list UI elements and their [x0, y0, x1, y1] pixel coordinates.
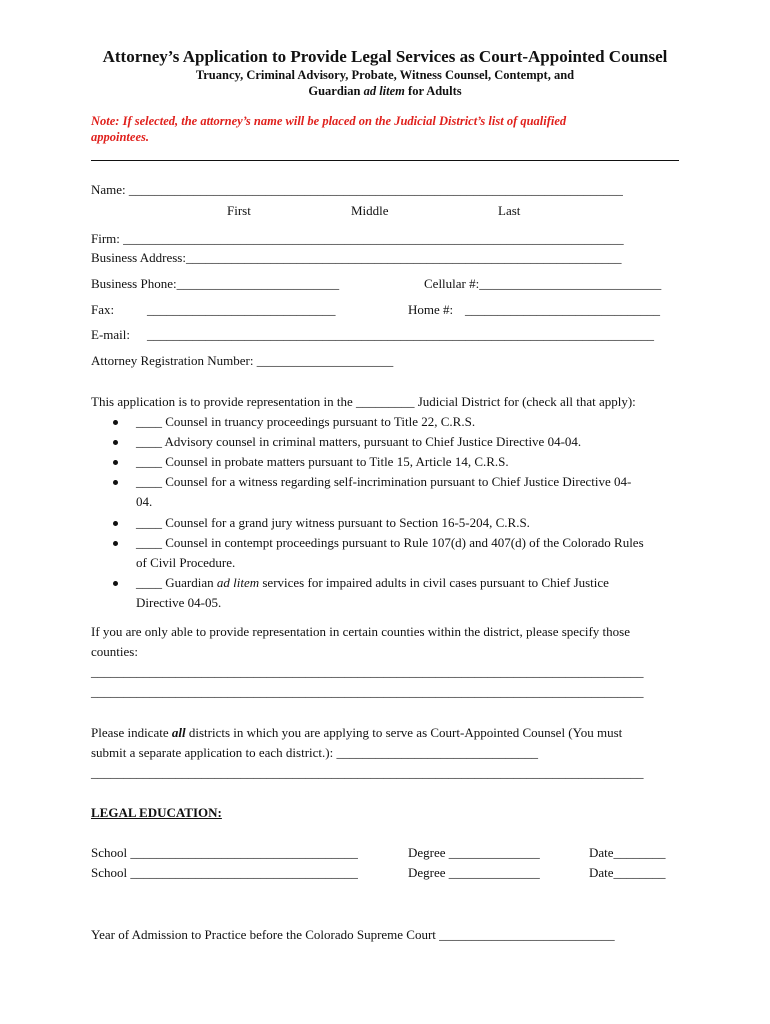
registration-number-field[interactable]: Attorney Registration Number: _____________________: [91, 353, 394, 368]
bullet-4: [113, 480, 118, 485]
option-witness[interactable]: ____ Counsel for a witness regarding self-incrimination pursuant to Chief Justice Directive 04-: [136, 474, 632, 489]
form-title: Attorney’s Application to Provide Legal Services as Court-Appointed Counsel: [102, 47, 668, 66]
bullet-7: [113, 581, 118, 586]
application-intro: This application is to provide representation in the _________ Judicial District for (check all that apply):: [91, 394, 636, 409]
date-field-1[interactable]: Date________: [589, 845, 666, 860]
form-subtitle-line1: Truancy, Criminal Advisory, Probate, Witness Counsel, Contempt, and: [195, 68, 575, 82]
counties-line-1[interactable]: _____________________________________________________________________________________: [91, 664, 644, 679]
email-label: E-mail:: [91, 327, 130, 342]
bullet-5: [113, 521, 118, 526]
school-field-2[interactable]: School ___________________________________: [91, 865, 358, 880]
option-guardian-cont: Directive 04-05.: [136, 595, 222, 610]
date-field-2[interactable]: Date________: [589, 865, 666, 880]
option-grand-jury[interactable]: ____ Counsel for a grand jury witness pursuant to Section 16-5-204, C.R.S.: [136, 515, 530, 530]
option-guardian[interactable]: ____ Guardian ad litem services for impaired adults in civil cases pursuant to Chief Justice: [136, 575, 609, 590]
option-contempt-cont: of Civil Procedure.: [136, 555, 236, 570]
bullet-6: [113, 541, 118, 546]
degree-field-2[interactable]: Degree ______________: [408, 865, 540, 880]
email-field[interactable]: ______________________________________________________________________________: [147, 327, 654, 342]
bullet-2: [113, 440, 118, 445]
option-contempt[interactable]: ____ Counsel in contempt proceedings pursuant to Rule 107(d) and 407(d) of the Colorado Rules: [136, 535, 644, 550]
name-middle-label: Middle: [351, 203, 389, 218]
option-truancy[interactable]: ____ Counsel in truancy proceedings pursuant to Title 22, C.R.S.: [136, 414, 476, 429]
fax-field[interactable]: _____________________________: [147, 302, 336, 317]
name-first-label: First: [227, 203, 251, 218]
business-address-field[interactable]: Business Address:___________________________________________________________________: [91, 250, 622, 265]
name-field[interactable]: Name: ____________________________________________________________________________: [91, 182, 623, 197]
counties-instruction-cont: counties:: [91, 644, 138, 659]
cellular-field[interactable]: Cellular #:____________________________: [424, 276, 662, 291]
degree-field-1[interactable]: Degree ______________: [408, 845, 540, 860]
header-divider: [91, 160, 679, 161]
counties-instruction: If you are only able to provide representation in certain counties within the district, please specify those: [91, 624, 630, 639]
bullet-1: [113, 420, 118, 425]
home-label: Home #:: [408, 302, 454, 317]
option-criminal-advisory[interactable]: ____ Advisory counsel in criminal matters, pursuant to Chief Justice Directive 04-04.: [136, 434, 582, 449]
districts-line[interactable]: _____________________________________________________________________________________: [91, 765, 644, 780]
home-field[interactable]: ______________________________: [465, 302, 660, 317]
districts-field[interactable]: submit a separate application to each district.): _______________________________: [91, 745, 538, 760]
option-witness-cont: 04.: [136, 494, 153, 509]
bullet-3: [113, 460, 118, 465]
firm-field[interactable]: Firm: _____________________________________________________________________________: [91, 231, 624, 246]
admission-year-field[interactable]: Year of Admission to Practice before the Colorado Supreme Court ___________________________: [91, 927, 615, 942]
legal-education-heading: LEGAL EDUCATION:: [91, 805, 222, 820]
districts-instruction: Please indicate all districts in which you are applying to serve as Court-Appointed Counsel (You must: [91, 725, 623, 740]
note-line2: appointees.: [91, 130, 149, 144]
counties-line-2[interactable]: _____________________________________________________________________________________: [91, 684, 644, 699]
business-phone-field[interactable]: Business Phone:_________________________: [91, 276, 340, 291]
name-last-label: Last: [498, 203, 521, 218]
note-line1: Note: If selected, the attorney’s name will be placed on the Judicial District’s list of qualified: [91, 114, 567, 128]
school-field-1[interactable]: School ___________________________________: [91, 845, 358, 860]
form-subtitle-line2: Guardian ad litem for Adults: [308, 84, 462, 98]
fax-label: Fax:: [91, 302, 115, 317]
option-probate[interactable]: ____ Counsel in probate matters pursuant to Title 15, Article 14, C.R.S.: [136, 454, 509, 469]
